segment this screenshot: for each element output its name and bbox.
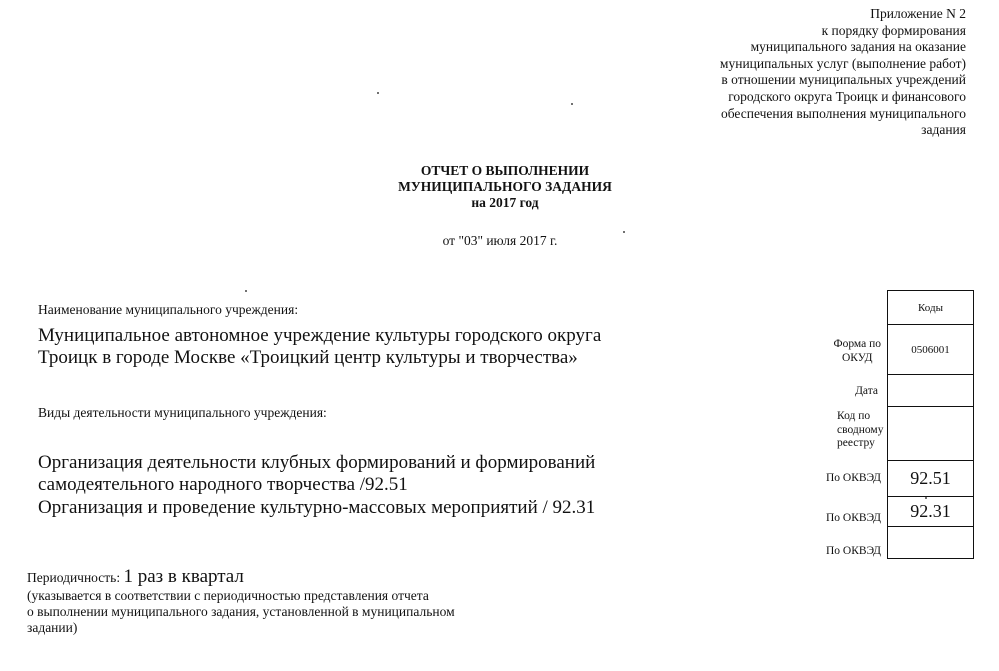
institution-name-line-2: Троицк в городе Москве «Троицкий центр культуры и творчества» <box>38 347 578 368</box>
okved2-label: По ОКВЭД <box>825 512 881 524</box>
scan-speck <box>623 231 625 233</box>
appendix-line: к порядку формирования <box>821 22 966 38</box>
okud-label <box>834 338 882 365</box>
title-line-3: на 2017 год <box>471 195 539 210</box>
okved1-value: 92.51 <box>888 461 974 497</box>
document-title <box>340 163 670 211</box>
date-value <box>888 375 974 407</box>
codes-header: Коды <box>888 291 974 325</box>
title-line-2: МУНИЦИПАЛЬНОГО ЗАДАНИЯ <box>398 179 612 194</box>
institution-name <box>38 325 601 369</box>
appendix-note <box>646 6 966 139</box>
institution-label: Наименование муниципального учреждения: <box>38 302 299 317</box>
periodicity-note-line-3: задании) <box>27 620 78 636</box>
appendix-line: в отношении муниципальных учреждений <box>721 72 966 88</box>
okved1-label: По ОКВЭД <box>825 472 881 484</box>
periodicity-value: 1 раз в квартал <box>123 566 244 587</box>
institution-name-line-1: Муниципальное автономное учреждение культуры городского округа <box>38 325 602 346</box>
periodicity-note-line-2: о выполнении муниципального задания, установленной в муниципальном <box>27 604 455 620</box>
registry-label <box>837 410 903 451</box>
activity-item-1-line-1: Организация деятельности клубных формирований и формирований <box>38 452 596 473</box>
scan-speck <box>571 103 573 105</box>
appendix-line: обеспечения выполнения муниципального <box>720 105 966 121</box>
date-label: Дата <box>855 385 878 397</box>
appendix-line: Приложение N 2 <box>870 6 966 21</box>
registry-label-line-3: реестру <box>837 437 875 449</box>
appendix-line: городского округа Троицк и финансового <box>728 88 966 104</box>
activity-item-2: Организация и проведение культурно-массовых мероприятий / 92.31 <box>38 497 596 518</box>
okved3-label: По ОКВЭД <box>825 545 881 557</box>
okud-label-line-1: Форма по <box>833 338 881 350</box>
scan-speck <box>377 92 379 94</box>
scan-speck <box>925 497 927 499</box>
periodicity-label: Периодичность: <box>27 570 121 585</box>
title-line-1: ОТЧЕТ О ВЫПОЛНЕНИИ <box>420 163 590 178</box>
okud-label-line-2: ОКУД <box>841 351 873 364</box>
activities-label: Виды деятельности муниципального учреждения: <box>38 405 327 420</box>
appendix-line: муниципального задания на оказание <box>750 39 966 55</box>
appendix-line: задания <box>921 122 966 138</box>
activity-item-1-line-2: самодеятельного народного творчества /92.51 <box>38 474 408 495</box>
okved2-value: 92.31 <box>888 497 974 527</box>
appendix-line: муниципальных услуг (выполнение работ) <box>719 55 966 71</box>
periodicity <box>27 566 244 588</box>
registry-label-line-1: Код по <box>837 410 871 422</box>
activity-item-1 <box>38 452 595 496</box>
periodicity-note <box>27 588 547 637</box>
report-date: от "03" июля 2017 г. <box>442 233 558 248</box>
okud-value: 0506001 <box>888 325 974 375</box>
periodicity-note-line-1: (указывается в соответствии с периодичностью представления отчета <box>27 588 429 603</box>
okved3-value <box>888 527 974 559</box>
scan-speck <box>245 290 247 292</box>
registry-label-line-2: сводному <box>837 423 884 436</box>
